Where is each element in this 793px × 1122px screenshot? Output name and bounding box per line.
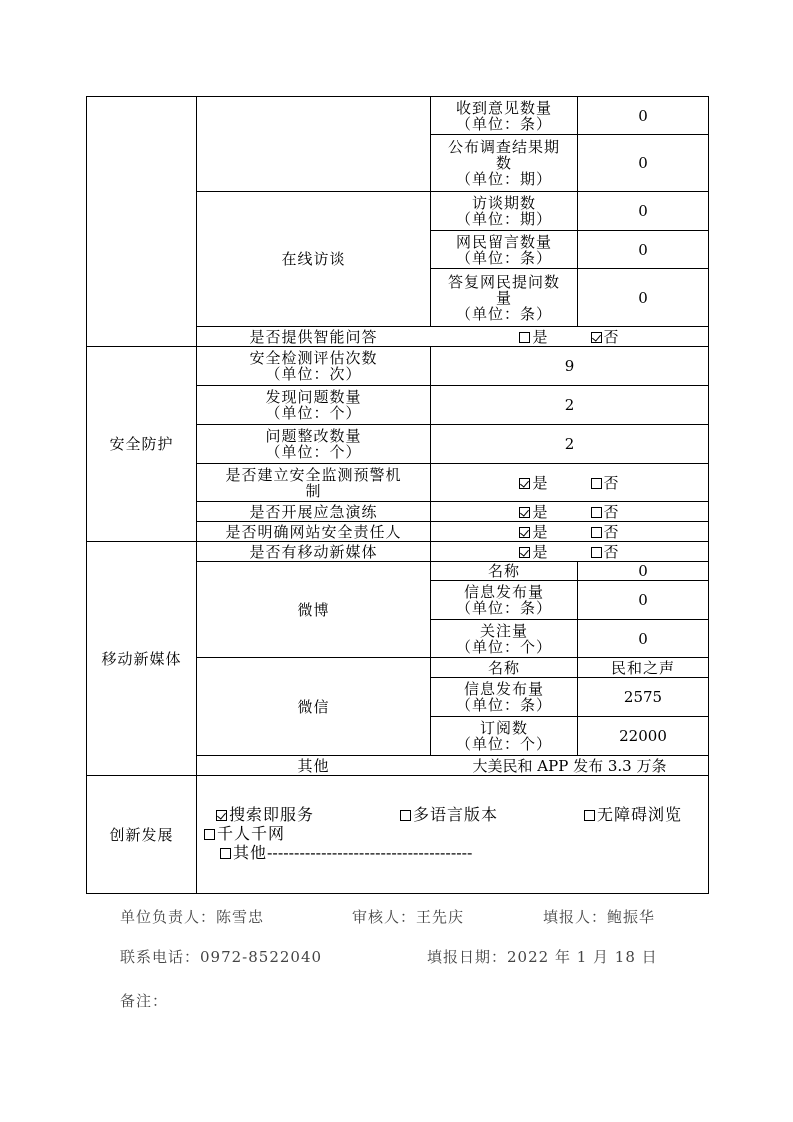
checkbox-checked-icon — [519, 527, 530, 538]
filler: 填报人：鲍振华 — [543, 908, 656, 926]
weibo-label: 微博 — [297, 600, 330, 619]
warning-mechanism-options — [431, 464, 708, 501]
wechat-subscribers-label: 订阅数 （单位：个） — [455, 719, 552, 753]
checkbox-empty-icon — [220, 848, 231, 859]
issues-fixed-label: 问题整改数量 （单位：个） — [265, 427, 362, 461]
unit-head: 单位负责人：陈雪忠 — [120, 908, 265, 926]
checkbox-empty-icon — [591, 547, 602, 558]
checkbox-empty-icon — [584, 810, 595, 821]
checkbox-empty-icon — [591, 507, 602, 518]
security-duty-label: 是否明确网站安全责任人 — [225, 522, 402, 541]
wechat-subscribers-value: 22000 — [619, 727, 667, 745]
security-checks-value: 9 — [564, 357, 575, 375]
interview-issues-value: 0 — [638, 202, 648, 220]
wechat-name-value: 民和之声 — [610, 658, 675, 677]
checkbox-checked-icon — [519, 478, 530, 489]
smart-qa-yes[interactable]: 是 — [519, 329, 548, 345]
security-duty-options — [431, 522, 708, 541]
wechat-posts-value: 2575 — [623, 688, 663, 706]
netizen-messages-value: 0 — [638, 240, 648, 259]
weibo-posts-label: 信息发布量 （单位：条） — [455, 583, 552, 617]
mobile-section-label: 移动新媒体 — [101, 649, 182, 668]
other-blank-line: -------------------------------------- — [267, 843, 473, 862]
weibo-followers-label: 关注量 （单位：个） — [455, 621, 552, 656]
survey-label: 公布调查结果期 数 （单位：期） — [447, 138, 560, 188]
survey-value: 0 — [638, 154, 648, 172]
checkbox-empty-icon — [591, 527, 602, 538]
smart-qa-label: 是否提供智能问答 — [249, 327, 378, 346]
has-mobile-media-options — [431, 542, 708, 561]
weibo-name-value: 0 — [638, 562, 648, 580]
online-interview-label: 在线访谈 — [281, 250, 346, 268]
issues-found-label: 发现问题数量 （单位：个） — [265, 388, 362, 422]
checkbox-checked-icon — [216, 810, 227, 821]
has-media-yes[interactable]: 是 — [519, 544, 548, 560]
fill-date: 填报日期：2022 年 1 月 18 日 — [427, 948, 658, 966]
reviewer: 审核人：王先庆 — [352, 908, 465, 926]
warning-no[interactable]: 否 — [591, 475, 620, 491]
interview-issues-label: 访谈期数 （单位：期） — [455, 194, 552, 228]
wechat-label: 微信 — [297, 697, 330, 716]
other-media-value: 大美民和 APP 发布 3.3 万条 — [472, 756, 667, 775]
smart-qa-options — [431, 327, 708, 346]
warning-mechanism-label: 是否建立安全监测预警机 制 — [225, 465, 402, 500]
drill-no[interactable]: 否 — [591, 504, 620, 520]
duty-yes[interactable]: 是 — [519, 524, 548, 540]
wechat-name-label: 名称 — [487, 658, 520, 677]
has-media-no[interactable]: 否 — [591, 544, 620, 560]
contact-phone: 联系电话：0972-8522040 — [120, 948, 323, 966]
duty-no[interactable]: 否 — [591, 524, 620, 540]
answered-questions-label: 答复网民提问数 量 （单位：条） — [447, 272, 560, 323]
other-option[interactable]: 其他-------------------------------------- — [220, 844, 472, 862]
security-checks-label: 安全检测评估次数 （单位：次） — [249, 349, 378, 383]
weibo-followers-value: 0 — [638, 629, 648, 648]
warning-yes[interactable]: 是 — [519, 475, 548, 491]
personalized-option[interactable]: 千人千网 — [204, 825, 285, 843]
checkbox-empty-icon — [591, 478, 602, 489]
has-mobile-media-label: 是否有移动新媒体 — [249, 542, 378, 561]
wechat-posts-label: 信息发布量 （单位：条） — [455, 680, 552, 714]
checkbox-checked-icon — [591, 332, 602, 343]
issues-found-value: 2 — [564, 396, 575, 414]
checkbox-empty-icon — [204, 829, 215, 840]
drill-yes[interactable]: 是 — [519, 504, 548, 520]
issues-fixed-value: 2 — [564, 435, 575, 453]
innovation-section-label: 创新发展 — [109, 825, 174, 844]
netizen-messages-label: 网民留言数量 （单位：条） — [455, 232, 552, 267]
checkbox-empty-icon — [400, 810, 411, 821]
remarks: 备注： — [120, 992, 169, 1010]
answered-questions-value: 0 — [638, 288, 648, 307]
multi-language-option[interactable]: 多语言版本 — [400, 806, 498, 824]
emergency-drill-options — [431, 502, 708, 521]
opinions-value: 0 — [638, 106, 648, 125]
accessibility-option[interactable]: 无障碍浏览 — [584, 806, 682, 824]
search-service-option[interactable]: 搜索即服务 — [216, 806, 314, 824]
checkbox-empty-icon — [519, 332, 530, 343]
emergency-drill-label: 是否开展应急演练 — [249, 502, 378, 521]
security-section-label: 安全防护 — [109, 435, 174, 453]
checkbox-checked-icon — [519, 547, 530, 558]
opinions-label: 收到意见数量 （单位：条） — [455, 98, 552, 133]
checkbox-checked-icon — [519, 507, 530, 518]
smart-qa-no[interactable]: 否 — [591, 329, 620, 345]
other-media-label: 其他 — [297, 756, 330, 775]
weibo-name-label: 名称 — [487, 562, 520, 580]
weibo-posts-value: 0 — [638, 591, 648, 609]
